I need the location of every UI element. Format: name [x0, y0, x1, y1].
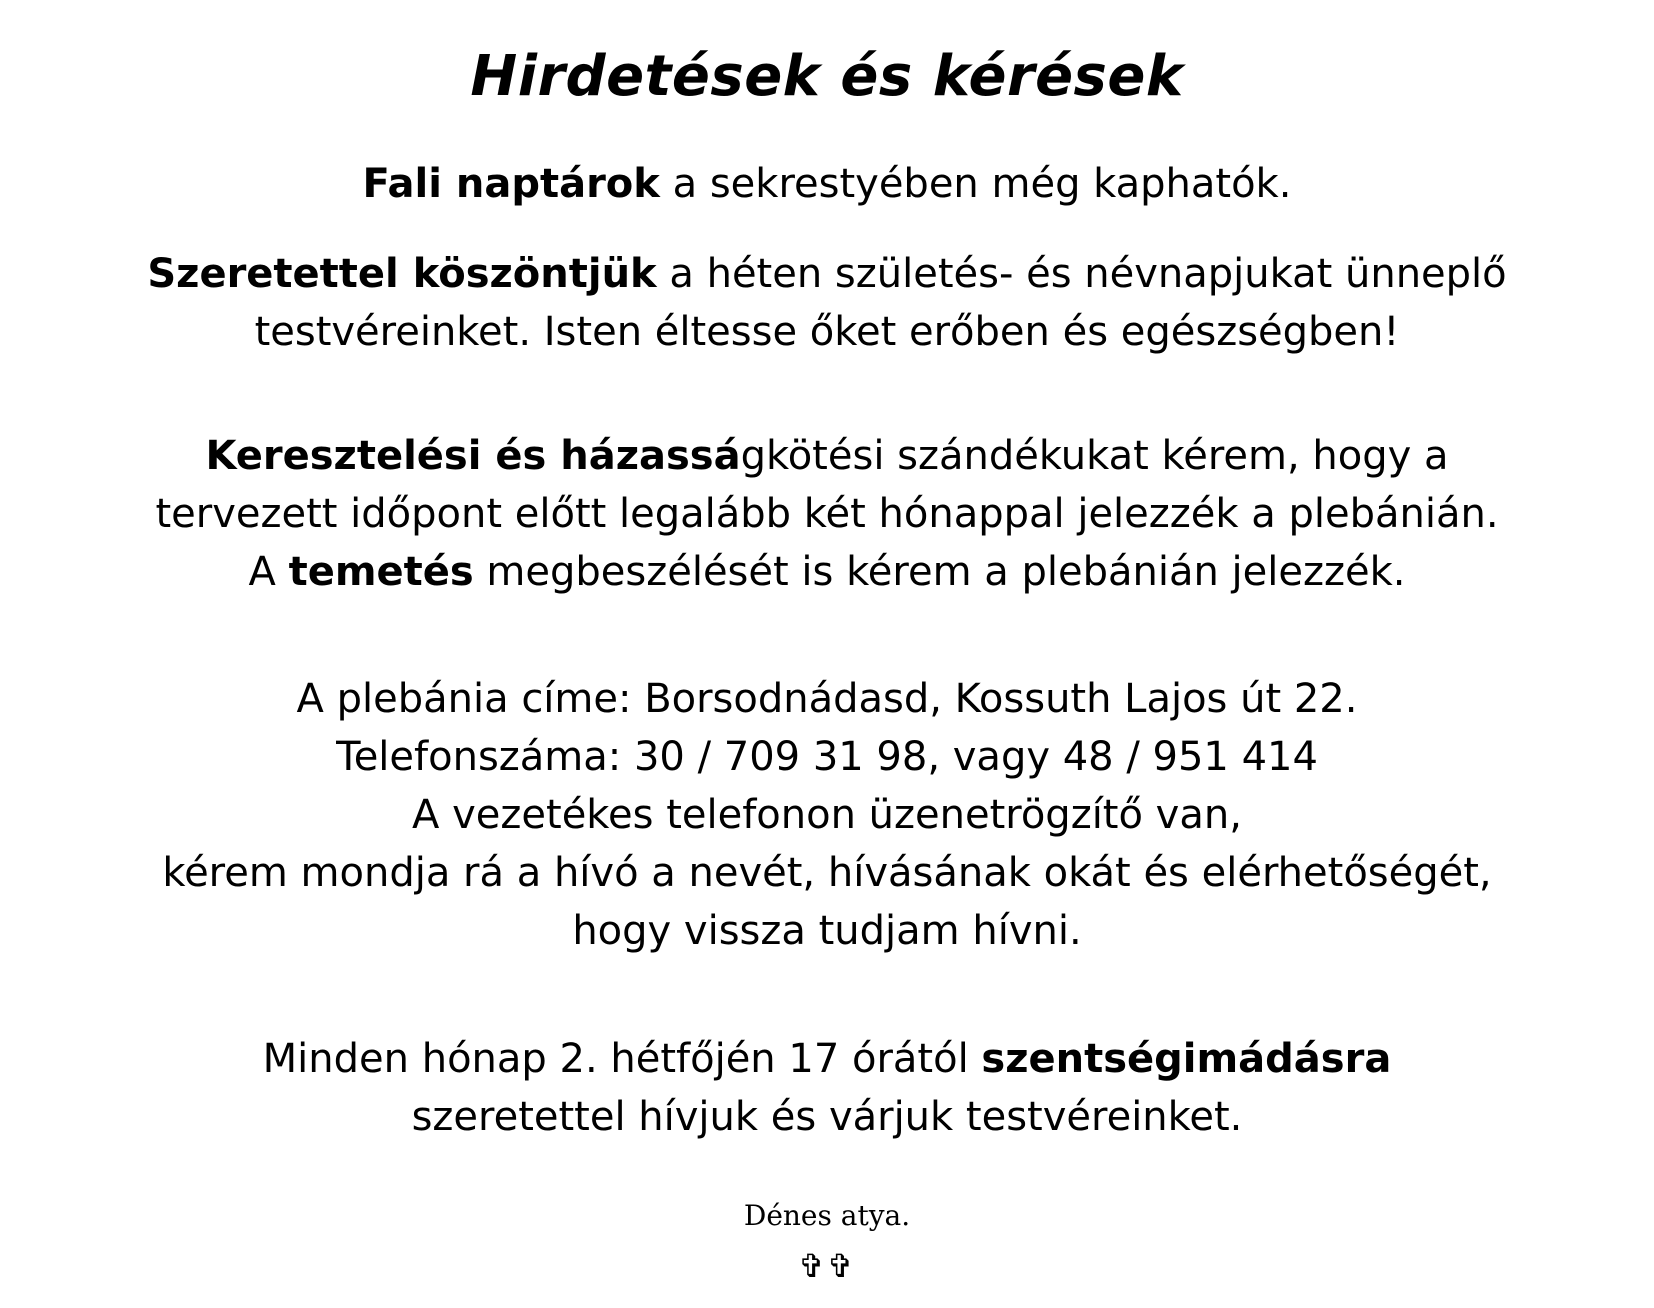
sacraments-text: gkötési szándékukat kérem, hogy a — [740, 433, 1449, 479]
contact-notice — [40, 670, 1614, 960]
sacraments-line-1 — [40, 427, 1614, 485]
greetings-bold: Szeretettel köszöntjük — [147, 251, 657, 297]
calendars-line — [40, 155, 1614, 213]
sacraments-bold: Keresztelési és házassá — [205, 433, 741, 479]
greetings-text: a héten születés- és névnapjukat ünneplő — [656, 251, 1507, 297]
voicemail-line-2: kérem mondja rá a hívó a nevét, hívásának okát és elérhetőségét, — [162, 850, 1492, 896]
page-title: Hirdetések és kérések — [470, 44, 1184, 109]
sacraments-notice — [40, 427, 1614, 601]
adoration-bold: szentségimádásra — [981, 1036, 1392, 1082]
signature: Dénes atya. — [743, 1199, 911, 1232]
voicemail-line-1: A vezetékes telefonon üzenetrögzítő van, — [412, 792, 1242, 838]
calendars-notice — [40, 155, 1614, 213]
cross-icon: ✞✞ — [798, 1247, 856, 1285]
funeral-prefix: A — [248, 549, 289, 595]
adoration-notice — [40, 1030, 1614, 1146]
funeral-bold: temetés — [288, 549, 474, 595]
greetings-notice — [40, 245, 1614, 361]
funeral-line — [40, 543, 1614, 601]
address-line: A plebánia címe: Borsodnádasd, Kossuth Lajos út 22. — [296, 676, 1358, 722]
adoration-line-2: szeretettel hívjuk és várjuk testvéreinket. — [411, 1094, 1243, 1140]
adoration-prefix: Minden hónap 2. hétfőjén 17 órától — [262, 1036, 982, 1082]
calendars-bold: Fali naptárok — [362, 161, 660, 207]
adoration-line-1 — [40, 1030, 1614, 1088]
funeral-text: megbeszélését is kérem a plebánián jelezzék. — [473, 549, 1406, 595]
voicemail-line-3: hogy vissza tudjam hívni. — [572, 908, 1082, 954]
phone-line: Telefonszáma: 30 / 709 31 98, vagy 48 / 951 414 — [336, 734, 1318, 780]
sacraments-line-2: tervezett időpont előtt legalább két hónappal jelezzék a plebánián. — [155, 491, 1499, 537]
calendars-text: a sekrestyében még kaphatók. — [659, 161, 1292, 207]
greetings-line-1 — [40, 245, 1614, 303]
greetings-line-2: testvéreinket. Isten éltesse őket erőben és egészségben! — [254, 309, 1400, 355]
